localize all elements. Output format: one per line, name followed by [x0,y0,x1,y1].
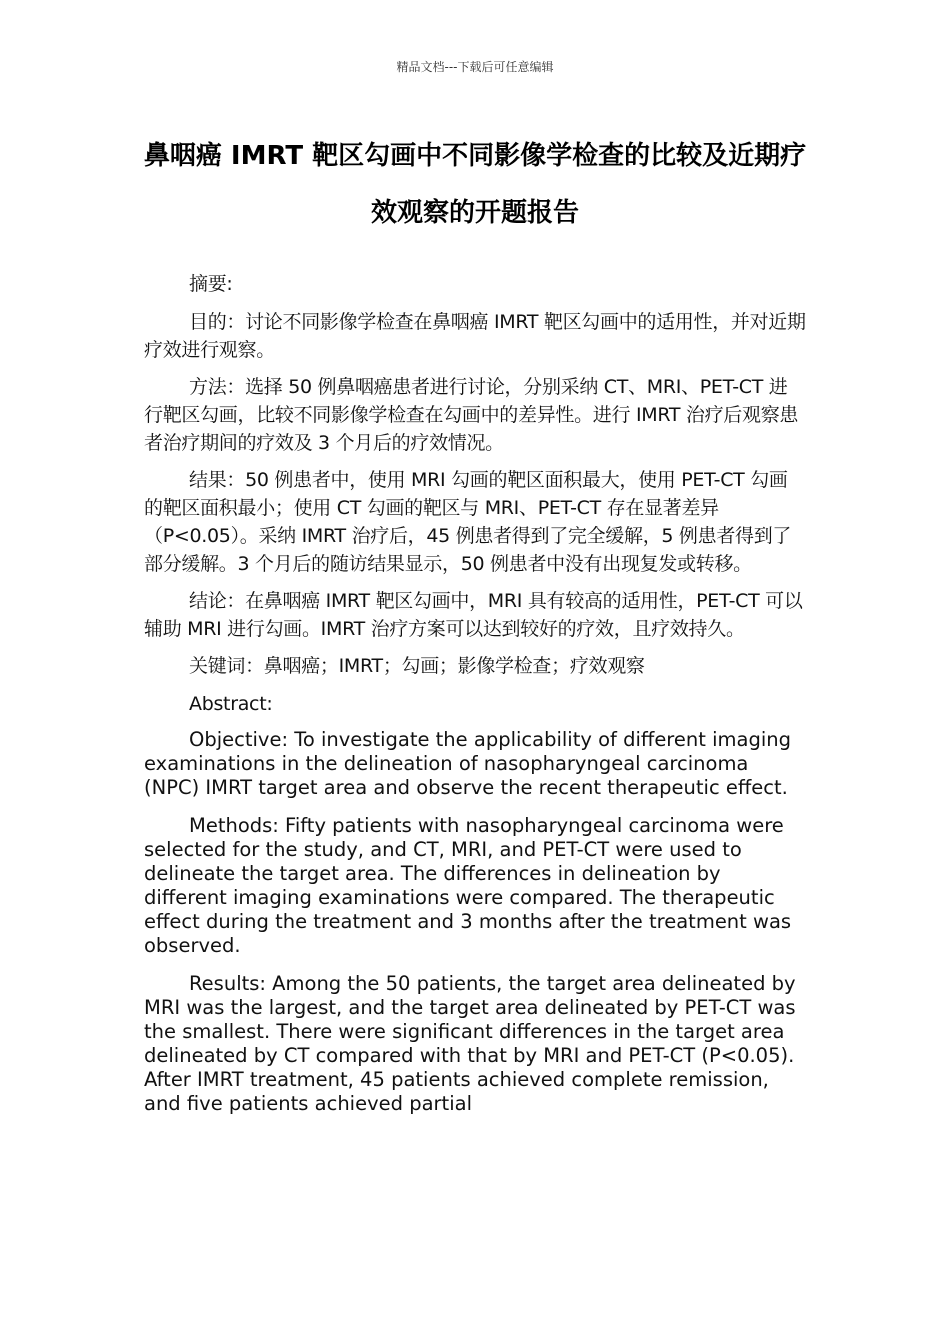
abstract-cn-objective: 目的：讨论不同影像学检查在鼻咽癌 IMRT 靶区勾画中的适用性，并对近期疗效进行观察。 [144,311,806,361]
document-title: 鼻咽癌 IMRT 靶区勾画中不同影像学检查的比较及近期疗效观察的开题报告 [143,141,807,228]
abstract-en-results: Results: Among the 50 patients, the target area delineated by MRI was the largest, and the target area delineated by PET-CT was the smallest. There were significant differences in the target area delineated by CT compared with that by MRI and PET-CT (P<0.05). After IMRT treatment, 45 patients achieved complete remission, and five patients achieved partial [144,972,796,1115]
document-body [144,270,806,1130]
abstract-en-objective: Objective: To investigate the applicability of different imaging examinations in the delineation of nasopharyngeal carcinoma (NPC) IMRT target area and observe the recent therapeutic effect. [144,728,791,799]
abstract-cn-results: 结果：50 例患者中，使用 MRI 勾画的靶区面积最大，使用 PET-CT 勾画的靶区面积最小；使用 CT 勾画的靶区与 MRI、PET-CT 存在显著差异（P<0.05）。采纳 IMRT 治疗后，45 例患者得到了完全缓解，5 例患者得到了部分缓解。3 个月后的随访结果显示，50 例患者中没有出现复发或转移。 [144,469,792,575]
abstract-cn-heading: 摘要: [189,273,233,295]
abstract-en-heading: Abstract: [189,693,273,715]
abstract-cn-methods: 方法：选择 50 例鼻咽癌患者进行讨论，分别采纳 CT、MRI、PET-CT 进行靶区勾画，比较不同影像学检查在勾画中的差异性。进行 IMRT 治疗后观察患者治疗期间的疗效及 3 个月后的疗效情况。 [144,376,799,454]
page-header: 精品文档---下载后可任意编辑 [396,60,554,74]
abstract-en-methods: Methods: Fifty patients with nasopharyngeal carcinoma were selected for the study, and CT, MRI, and PET-CT were used to delineate the target area. The differences in delineation by different imaging examinations were compared. The therapeutic effect during the treatment and 3 months after the treatment was observed. [144,814,792,957]
abstract-cn-conclusion: 结论：在鼻咽癌 IMRT 靶区勾画中，MRI 具有较高的适用性，PET-CT 可以辅助 MRI 进行勾画。IMRT 治疗方案可以达到较好的疗效，且疗效持久。 [144,590,803,640]
abstract-cn-keywords: 关键词：鼻咽癌；IMRT；勾画；影像学检查；疗效观察 [189,655,645,677]
